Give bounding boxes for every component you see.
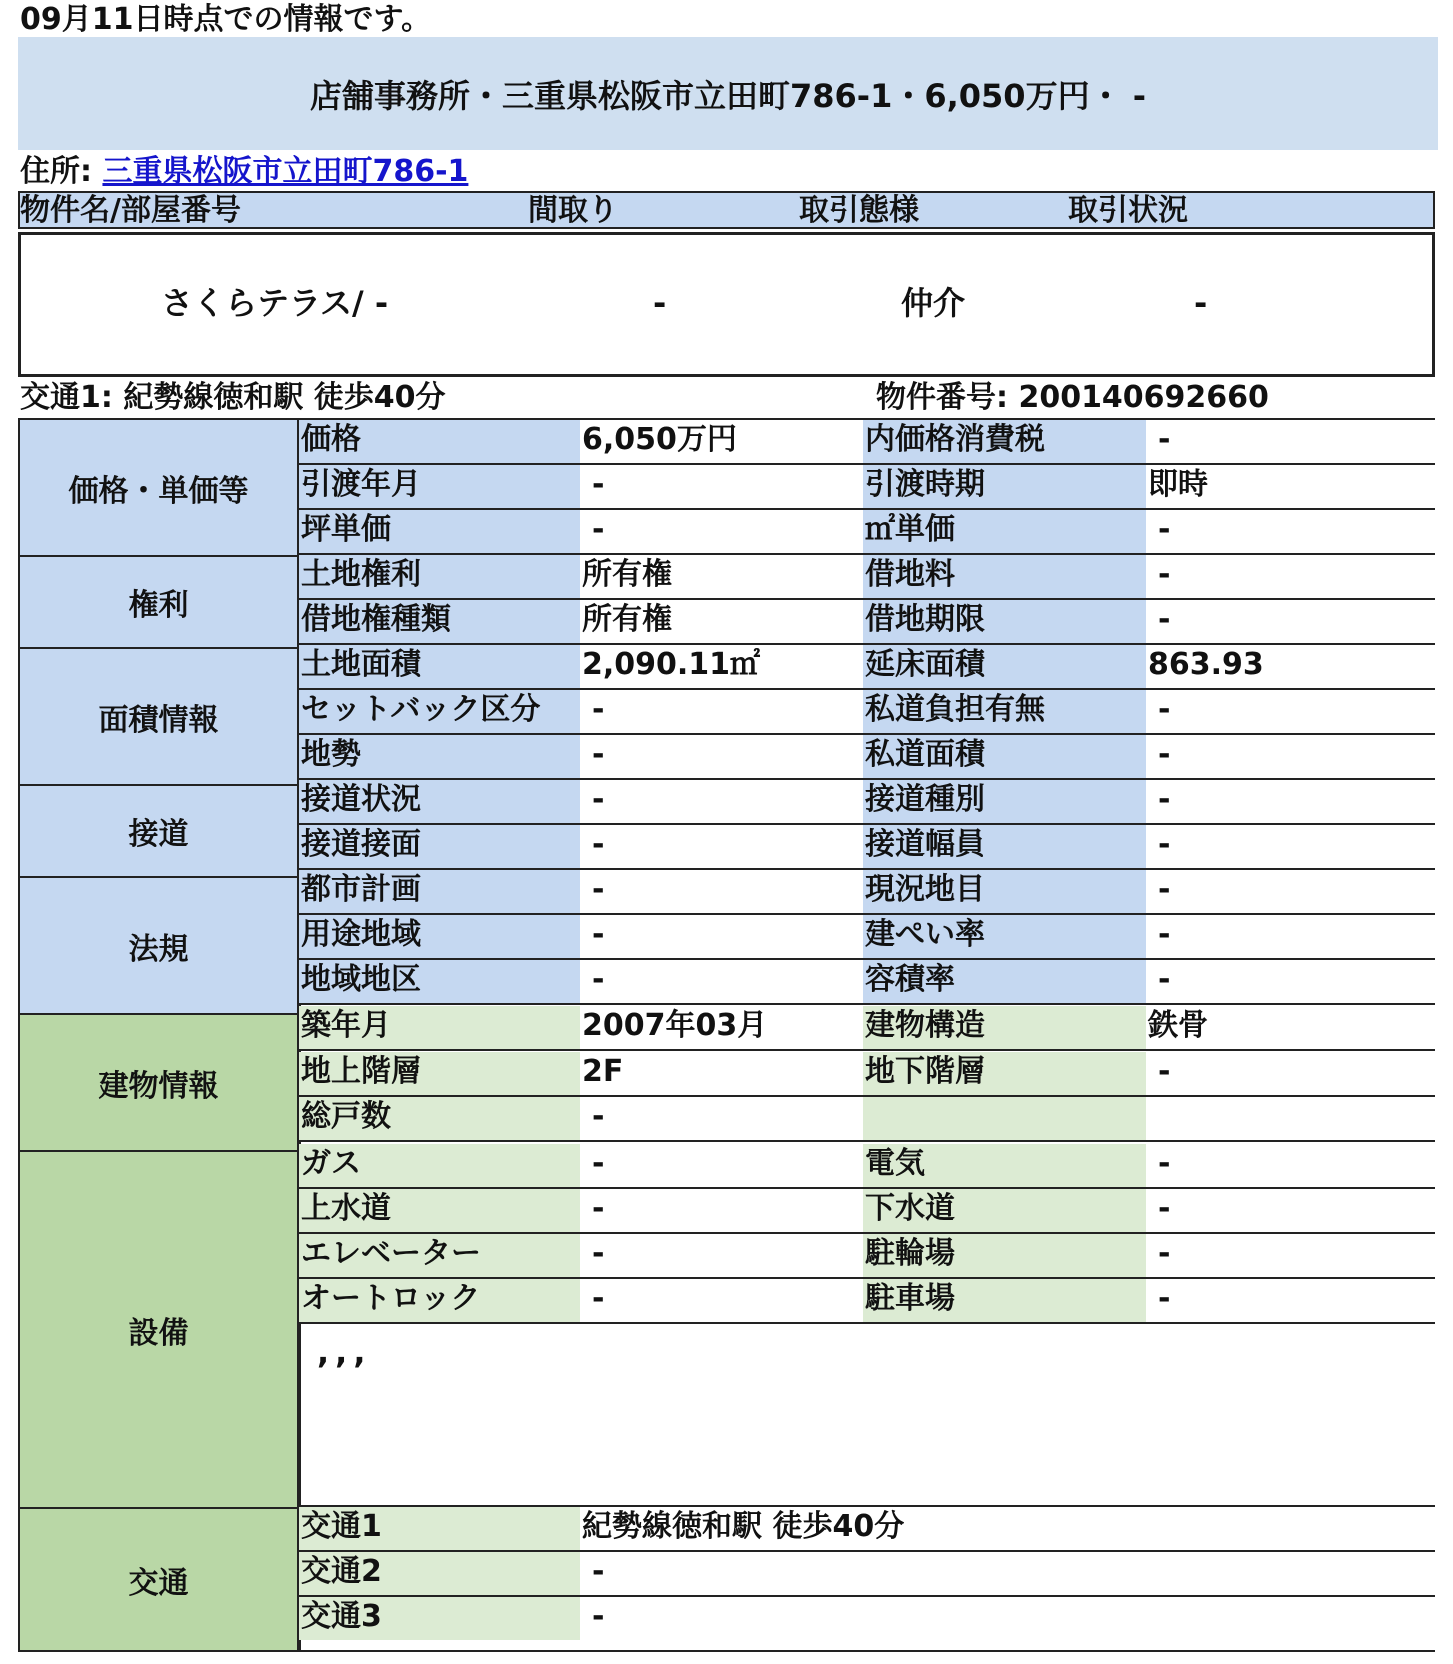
remarks-text: ,,,	[317, 1333, 372, 1371]
row-value: 863.93	[1148, 647, 1264, 682]
row-value: -	[1158, 1236, 1171, 1271]
row-label	[863, 1097, 1146, 1140]
row-value: -	[1158, 512, 1171, 547]
property-number: 物件番号: 200140692660	[876, 380, 1269, 415]
row-value: -	[592, 1554, 605, 1589]
row-value: -	[592, 737, 605, 772]
table-row	[299, 870, 1435, 915]
row-label: 総戸数	[299, 1097, 580, 1140]
property-header	[18, 191, 1435, 229]
row-value: -	[1158, 602, 1171, 637]
table-row	[299, 735, 1435, 780]
row-value: -	[1158, 872, 1171, 907]
row-value: 2F	[582, 1054, 624, 1089]
row-label: 交通1	[299, 1507, 580, 1550]
section-area: 面積情報	[18, 647, 299, 786]
row-value: -	[592, 467, 605, 502]
table-row	[299, 960, 1435, 1005]
table-row	[299, 555, 1435, 600]
row-label: 交通3	[299, 1597, 580, 1640]
row-label: 駐輪場	[863, 1234, 1146, 1277]
row-value: -	[592, 962, 605, 997]
row-value: -	[592, 1281, 605, 1316]
row-label: 用途地域	[299, 915, 580, 958]
property-layout: -	[653, 284, 667, 322]
row-label: ㎡単価	[863, 510, 1146, 553]
table-row	[299, 1144, 1435, 1189]
address-link[interactable]: 三重県松阪市立田町786-1	[102, 154, 469, 189]
row-value: 鉄骨	[1148, 1008, 1208, 1043]
table-row	[299, 465, 1435, 510]
row-value: 即時	[1148, 467, 1208, 502]
row-label: 上水道	[299, 1189, 580, 1232]
table-row	[299, 825, 1435, 870]
property-summary-row	[18, 232, 1435, 377]
row-value: -	[592, 1099, 605, 1134]
section-law: 法規	[18, 876, 299, 1015]
table-row	[299, 1279, 1435, 1324]
row-label: 容積率	[863, 960, 1146, 1003]
table-row	[299, 420, 1435, 465]
row-value: 6,050万円	[582, 422, 737, 457]
row-label: 土地面積	[299, 645, 580, 688]
row-value: -	[1158, 1191, 1171, 1226]
row-label: 借地期限	[863, 600, 1146, 643]
address-label: 住所:	[20, 154, 92, 189]
row-value: -	[1158, 782, 1171, 817]
row-value: -	[592, 782, 605, 817]
row-value: 所有権	[582, 602, 672, 637]
row-label: 地下階層	[863, 1052, 1146, 1095]
property-name: さくらテラス/ -	[161, 284, 389, 322]
table-row	[299, 1597, 1435, 1642]
row-label: 建物構造	[863, 1006, 1146, 1049]
row-value: -	[1158, 422, 1171, 457]
row-label: 接道種別	[863, 780, 1146, 823]
row-value: -	[592, 827, 605, 862]
row-label: 交通2	[299, 1552, 580, 1595]
row-value: -	[592, 1599, 605, 1634]
listing-banner: 店舗事務所・三重県松阪市立田町786-1・6,050万円・ -	[18, 37, 1438, 150]
table-row	[299, 600, 1435, 645]
row-label: 接道幅員	[863, 825, 1146, 868]
table-row	[299, 1552, 1435, 1597]
table-row	[299, 645, 1435, 690]
row-value: -	[1158, 827, 1171, 862]
row-label: 借地料	[863, 555, 1146, 598]
table-row	[299, 1234, 1435, 1279]
row-value: -	[592, 917, 605, 952]
row-label: 地域地区	[299, 960, 580, 1003]
row-value: 2007年03月	[582, 1008, 768, 1043]
table-row	[299, 780, 1435, 825]
equipment-remarks	[299, 1325, 1435, 1507]
table-row	[299, 1189, 1435, 1234]
row-value: -	[1158, 962, 1171, 997]
row-label: 坪単価	[299, 510, 580, 553]
property-transaction-status: -	[1194, 284, 1208, 322]
row-value	[1146, 1097, 1435, 1140]
row-value: -	[1158, 917, 1171, 952]
table-row	[299, 1097, 1435, 1142]
row-label: ガス	[299, 1144, 580, 1187]
row-value: -	[592, 872, 605, 907]
row-label: 借地権種類	[299, 600, 580, 643]
row-label: エレベーター	[299, 1234, 580, 1277]
section-building: 建物情報	[18, 1013, 299, 1152]
row-label: 築年月	[299, 1006, 580, 1049]
table-row	[299, 915, 1435, 960]
section-rights: 権利	[18, 555, 299, 649]
row-label: 内価格消費税	[863, 420, 1146, 463]
table-row	[299, 1006, 1435, 1051]
row-label: 建ぺい率	[863, 915, 1146, 958]
access-summary: 交通1: 紀勢線徳和駅 徒歩40分	[20, 380, 446, 415]
row-label: 引渡年月	[299, 465, 580, 508]
section-road: 接道	[18, 784, 299, 878]
row-label: 地上階層	[299, 1052, 580, 1095]
as-of-date: 09月11日時点での情報です。	[20, 2, 432, 37]
row-label: オートロック	[299, 1279, 580, 1322]
table-row	[299, 1507, 1435, 1552]
header-name: 物件名/部屋番号	[20, 193, 241, 228]
header-transaction-status: 取引状況	[1068, 193, 1188, 228]
row-label: セットバック区分	[299, 690, 580, 733]
property-transaction-type: 仲介	[901, 284, 966, 322]
row-label: 引渡時期	[863, 465, 1146, 508]
table-row	[299, 510, 1435, 555]
row-value: 紀勢線徳和駅 徒歩40分	[582, 1509, 905, 1544]
row-value: -	[1158, 1054, 1171, 1089]
row-value: 所有権	[582, 557, 672, 592]
row-label: 下水道	[863, 1189, 1146, 1232]
row-value: 2,090.11㎡	[582, 647, 761, 682]
row-value: -	[1158, 557, 1171, 592]
table-bottom-border	[18, 1650, 1435, 1652]
section-price: 価格・単価等	[18, 418, 299, 557]
row-value: -	[1158, 737, 1171, 772]
header-transaction-type: 取引態様	[799, 193, 919, 228]
row-value: -	[592, 1146, 605, 1181]
section-equipment: 設備	[18, 1150, 299, 1509]
row-label: 延床面積	[863, 645, 1146, 688]
row-label: 土地権利	[299, 555, 580, 598]
row-value: -	[592, 1191, 605, 1226]
section-transport: 交通	[18, 1507, 299, 1652]
row-label: 現況地目	[863, 870, 1146, 913]
table-row	[299, 1052, 1435, 1097]
row-value: -	[1158, 1281, 1171, 1316]
row-value: -	[1158, 692, 1171, 727]
header-layout: 間取り	[528, 193, 618, 228]
row-label: 接道接面	[299, 825, 580, 868]
row-label: 私道負担有無	[863, 690, 1146, 733]
row-value: -	[592, 692, 605, 727]
table-row	[299, 690, 1435, 735]
row-value: -	[592, 1236, 605, 1271]
row-value: -	[592, 512, 605, 547]
row-label: 駐車場	[863, 1279, 1146, 1322]
row-label: 価格	[299, 420, 580, 463]
row-label: 接道状況	[299, 780, 580, 823]
row-label: 電気	[863, 1144, 1146, 1187]
row-label: 地勢	[299, 735, 580, 778]
row-label: 私道面積	[863, 735, 1146, 778]
row-label: 都市計画	[299, 870, 580, 913]
address-line	[20, 152, 468, 192]
row-value: -	[1158, 1146, 1171, 1181]
